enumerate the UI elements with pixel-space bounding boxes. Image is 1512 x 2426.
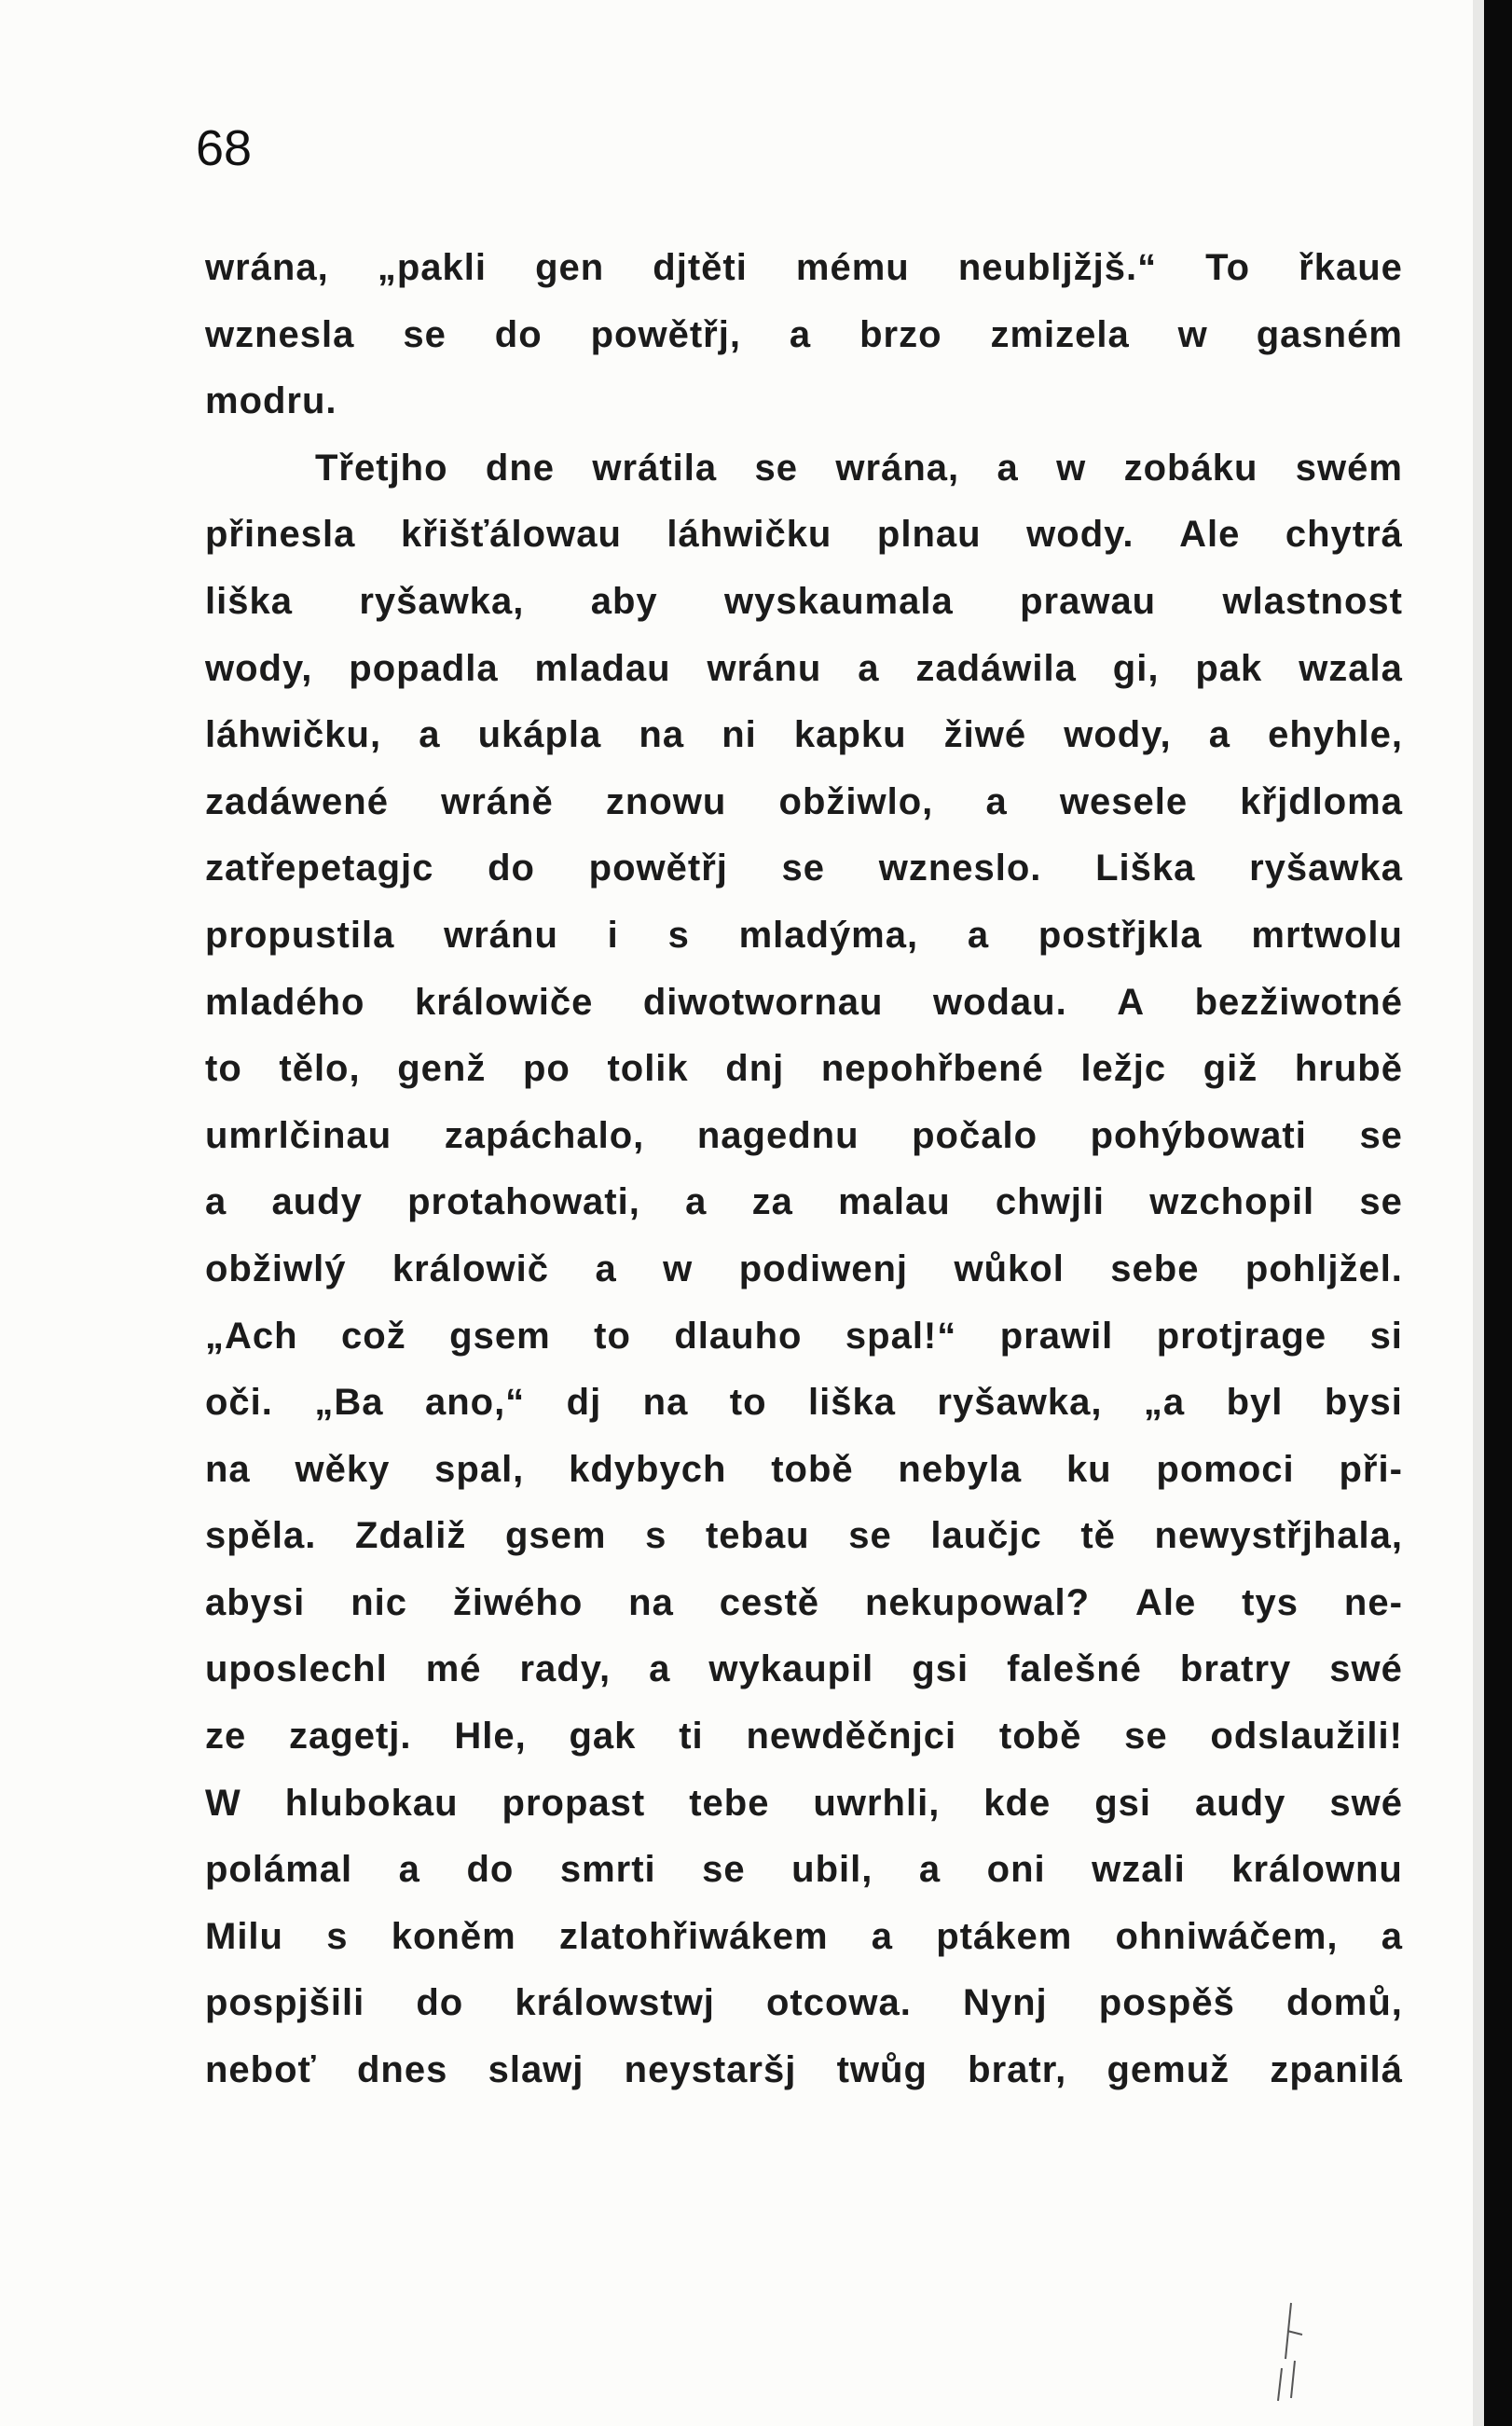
word: po bbox=[522, 1048, 570, 1090]
scan-border bbox=[1484, 0, 1512, 2426]
word: A bbox=[1117, 981, 1146, 1023]
word: tebe bbox=[689, 1782, 770, 1824]
text-line-content bbox=[205, 1970, 1403, 2037]
text-line-content bbox=[205, 1636, 1403, 1703]
text-line bbox=[205, 1437, 1403, 1504]
word: To bbox=[1205, 247, 1251, 288]
word: propustila bbox=[205, 914, 395, 956]
word: a bbox=[997, 447, 1019, 489]
text-line-content bbox=[315, 435, 1403, 503]
text-line-content bbox=[205, 235, 1403, 302]
word: pospěš bbox=[1098, 1982, 1235, 2024]
text-line-content bbox=[205, 1904, 1403, 1971]
word: na bbox=[628, 1581, 674, 1623]
word: ne- bbox=[1343, 1581, 1403, 1623]
text-line bbox=[205, 636, 1403, 703]
word: sebe bbox=[1110, 1247, 1200, 1289]
word: bratr, bbox=[968, 2049, 1067, 2091]
word: ležjc bbox=[1080, 1048, 1167, 1090]
word: ku bbox=[1065, 1448, 1112, 1490]
text-line-content bbox=[205, 302, 1403, 369]
word: swé bbox=[1329, 1648, 1403, 1690]
text-line bbox=[205, 2037, 1403, 2104]
word: gen bbox=[535, 247, 605, 288]
text-line bbox=[205, 368, 1403, 435]
word: diwotwornau bbox=[642, 981, 884, 1023]
word: zapáchalo, bbox=[444, 1114, 645, 1156]
word: mrtwolu bbox=[1251, 914, 1403, 956]
text-line bbox=[205, 1837, 1403, 1904]
text-line bbox=[205, 1303, 1403, 1371]
word: a bbox=[967, 914, 990, 956]
word: to bbox=[205, 1048, 242, 1090]
text-line bbox=[205, 835, 1403, 903]
word: wlastnost bbox=[1222, 580, 1403, 622]
word: a bbox=[685, 1181, 708, 1223]
word: se bbox=[1359, 1181, 1403, 1223]
word: uposlechl bbox=[205, 1648, 388, 1690]
word: bysi bbox=[1324, 1382, 1403, 1424]
word: liška bbox=[808, 1382, 896, 1424]
text-line-content bbox=[205, 1036, 1403, 1103]
word: s bbox=[645, 1515, 667, 1557]
word: wránu bbox=[707, 647, 822, 689]
word: genž bbox=[397, 1048, 487, 1090]
word: pohljžel. bbox=[1244, 1247, 1403, 1289]
text-line bbox=[205, 1904, 1403, 1971]
word: wzchopil bbox=[1149, 1181, 1315, 1223]
word: gi, bbox=[1112, 647, 1160, 689]
word: do bbox=[416, 1982, 464, 2024]
word: zadáwené bbox=[205, 780, 389, 822]
word: počalo bbox=[912, 1114, 1038, 1156]
text-line-content bbox=[205, 970, 1403, 1037]
word: do bbox=[494, 313, 543, 355]
word: giž bbox=[1203, 1048, 1258, 1090]
word: protjrage bbox=[1156, 1315, 1327, 1357]
word: mladau bbox=[534, 647, 671, 689]
word: otcowa. bbox=[765, 1982, 912, 2024]
word: hrubě bbox=[1294, 1048, 1403, 1090]
text-line bbox=[205, 769, 1403, 836]
word: chwjli bbox=[995, 1181, 1106, 1223]
text-line-content bbox=[205, 1503, 1403, 1570]
word: pohýbowati bbox=[1090, 1114, 1307, 1156]
word: si bbox=[1369, 1315, 1403, 1357]
word: Ale bbox=[1135, 1581, 1197, 1623]
word: obžiwlo, bbox=[778, 780, 934, 822]
word: zmizela bbox=[990, 313, 1130, 355]
word: se bbox=[1124, 1716, 1168, 1757]
word: laučjc bbox=[930, 1515, 1042, 1557]
word: wznesla bbox=[205, 313, 355, 355]
word: neboť bbox=[205, 2049, 317, 2091]
word: neubljžjš.“ bbox=[957, 247, 1158, 288]
word: wody. bbox=[1026, 514, 1134, 556]
word: na bbox=[205, 1448, 251, 1490]
text-line-content bbox=[205, 702, 1403, 769]
word: ehyhle, bbox=[1268, 714, 1403, 756]
word: bezžiwotné bbox=[1194, 981, 1403, 1023]
text-line bbox=[205, 1503, 1403, 1570]
word: w bbox=[663, 1247, 694, 1289]
word: Milu bbox=[205, 1915, 283, 1957]
text-line-content bbox=[205, 2037, 1403, 2104]
word: Hle, bbox=[454, 1716, 527, 1757]
word: se bbox=[754, 447, 799, 489]
word: smrti bbox=[559, 1849, 656, 1891]
word: gsi bbox=[912, 1648, 969, 1690]
word: tys bbox=[1242, 1581, 1299, 1623]
word: s bbox=[326, 1915, 349, 1957]
text-line bbox=[205, 569, 1403, 636]
word: mladého bbox=[205, 981, 365, 1023]
text-line-content bbox=[205, 1370, 1403, 1437]
text-line bbox=[205, 502, 1403, 569]
word: wzali bbox=[1092, 1849, 1186, 1891]
word: „pakli bbox=[377, 247, 487, 288]
word: odslaužili! bbox=[1210, 1716, 1403, 1757]
word: powětřj bbox=[588, 848, 728, 889]
word: swé bbox=[1329, 1782, 1403, 1824]
word: malau bbox=[838, 1181, 951, 1223]
page-number: 68 bbox=[196, 120, 253, 176]
text-line bbox=[205, 970, 1403, 1037]
word: wody, bbox=[1064, 714, 1172, 756]
word: králowič bbox=[392, 1247, 549, 1289]
word: spal!“ bbox=[845, 1315, 957, 1357]
word: ohniwáčem, bbox=[1115, 1915, 1339, 1957]
word: byl bbox=[1226, 1382, 1284, 1424]
word: což bbox=[341, 1315, 406, 1357]
word: znowu bbox=[605, 780, 727, 822]
text-line-content bbox=[205, 1103, 1403, 1170]
word: a bbox=[789, 313, 812, 355]
word: kde bbox=[983, 1782, 1052, 1824]
word: a bbox=[649, 1648, 671, 1690]
word: aby bbox=[590, 580, 658, 622]
word: zlatohřiwákem bbox=[558, 1915, 829, 1957]
word: newděčnjci bbox=[746, 1716, 957, 1757]
word: a bbox=[398, 1849, 420, 1891]
word: dlauho bbox=[674, 1315, 803, 1357]
word: ano,“ bbox=[424, 1382, 526, 1424]
word: propast bbox=[502, 1782, 646, 1824]
word: gak bbox=[569, 1716, 637, 1757]
word: neystaršj bbox=[624, 2049, 797, 2091]
word: přinesla bbox=[205, 514, 356, 556]
word: a bbox=[1381, 1915, 1403, 1957]
word: ni bbox=[722, 714, 757, 756]
word: wyskaumala bbox=[724, 580, 954, 622]
word: na bbox=[642, 1382, 689, 1424]
word: polámal bbox=[205, 1849, 353, 1891]
word: láhwičku, bbox=[205, 714, 382, 756]
word: králowiče bbox=[414, 981, 594, 1023]
word: podiwenj bbox=[738, 1247, 909, 1289]
text-line bbox=[205, 702, 1403, 769]
word: tebau bbox=[705, 1515, 810, 1557]
word: i bbox=[607, 914, 619, 956]
text-line-content bbox=[205, 1169, 1403, 1236]
word: audy bbox=[1195, 1782, 1286, 1824]
word: wykaupil bbox=[708, 1648, 874, 1690]
word: liška bbox=[205, 580, 293, 622]
word: láhwičku bbox=[667, 514, 832, 556]
word: a bbox=[871, 1915, 894, 1957]
text-line-content: modru. bbox=[205, 380, 337, 422]
word: wránu bbox=[444, 914, 558, 956]
word: Ale bbox=[1179, 514, 1241, 556]
word: se bbox=[702, 1849, 746, 1891]
word: králownu bbox=[1231, 1849, 1403, 1891]
word: zpanilá bbox=[1270, 2049, 1403, 2091]
word: při- bbox=[1339, 1448, 1403, 1490]
word: wrátila bbox=[592, 447, 718, 489]
word: křišťálowau bbox=[400, 514, 622, 556]
text-line-content bbox=[205, 502, 1403, 569]
text-line bbox=[205, 903, 1403, 970]
text-line bbox=[205, 1636, 1403, 1703]
word: powětřj, bbox=[590, 313, 741, 355]
text-line bbox=[205, 1771, 1403, 1838]
word: zadáwila bbox=[915, 647, 1077, 689]
word: tobě bbox=[771, 1448, 854, 1490]
word: gemuž bbox=[1107, 2049, 1230, 2091]
word: Zdaliž bbox=[355, 1515, 467, 1557]
word: dnes bbox=[356, 2049, 448, 2091]
word: pospjšili bbox=[205, 1982, 365, 2024]
word: dne bbox=[485, 447, 556, 489]
word: a bbox=[918, 1849, 942, 1891]
word: a bbox=[205, 1181, 227, 1223]
word: Liška bbox=[1095, 848, 1196, 889]
page-edge-shadow bbox=[1473, 0, 1484, 2426]
word: wráně bbox=[441, 780, 554, 822]
word: a bbox=[595, 1247, 617, 1289]
text-line bbox=[205, 1169, 1403, 1236]
word: ti bbox=[679, 1716, 704, 1757]
word: wesele bbox=[1059, 780, 1189, 822]
word: slawj bbox=[488, 2049, 584, 2091]
word: a bbox=[1208, 714, 1230, 756]
word: tě bbox=[1080, 1515, 1116, 1557]
word: umrlčinau bbox=[205, 1114, 392, 1156]
word: kdybych bbox=[569, 1448, 727, 1490]
word: na bbox=[639, 714, 685, 756]
text-line-content bbox=[205, 1437, 1403, 1504]
word: audy bbox=[271, 1181, 363, 1223]
word: Nynj bbox=[962, 1982, 1048, 2024]
word: „Ba bbox=[314, 1382, 384, 1424]
word: chytrá bbox=[1285, 514, 1403, 556]
word: dj bbox=[566, 1382, 602, 1424]
word: žiwé bbox=[943, 714, 1027, 756]
word: wrána, bbox=[205, 247, 329, 288]
text-line-content bbox=[205, 1771, 1403, 1838]
word: králowstwj bbox=[515, 1982, 715, 2024]
text-line bbox=[205, 1103, 1403, 1170]
word: rady, bbox=[519, 1648, 612, 1690]
word: zobáku bbox=[1123, 447, 1258, 489]
word: ryšawka, bbox=[937, 1382, 1103, 1424]
word: gsi bbox=[1094, 1782, 1152, 1824]
word: nepohřbené bbox=[820, 1048, 1044, 1090]
word: brzo bbox=[859, 313, 942, 355]
word: to bbox=[594, 1315, 631, 1357]
word: se bbox=[781, 848, 826, 889]
word: „a bbox=[1143, 1382, 1186, 1424]
word: se bbox=[403, 313, 447, 355]
text-line bbox=[205, 1970, 1403, 2037]
word: wzala bbox=[1299, 647, 1403, 689]
word: prawil bbox=[999, 1315, 1114, 1357]
word: uwrhli, bbox=[813, 1782, 941, 1824]
text-line bbox=[205, 302, 1403, 369]
word: mladýma, bbox=[738, 914, 919, 956]
word: djtěti bbox=[653, 247, 748, 288]
word: wěky bbox=[295, 1448, 391, 1490]
word: pak bbox=[1195, 647, 1263, 689]
word: tělo, bbox=[279, 1048, 361, 1090]
word: ryšawka bbox=[1249, 848, 1403, 889]
word: tolik bbox=[607, 1048, 689, 1090]
word: ukápla bbox=[477, 714, 602, 756]
text-line-content bbox=[205, 769, 1403, 836]
word: a bbox=[419, 714, 441, 756]
text-line-content bbox=[205, 569, 1403, 636]
word: „Ach bbox=[205, 1315, 298, 1357]
word: newystřjhala, bbox=[1154, 1515, 1403, 1557]
word: nagednu bbox=[696, 1114, 859, 1156]
text-line bbox=[205, 1703, 1403, 1771]
word: a bbox=[985, 780, 1008, 822]
text-line-content bbox=[205, 636, 1403, 703]
word: popadla bbox=[349, 647, 499, 689]
word: se bbox=[1359, 1114, 1403, 1156]
word: prawau bbox=[1020, 580, 1157, 622]
word: ubil, bbox=[791, 1849, 873, 1891]
word: falešné bbox=[1007, 1648, 1142, 1690]
word: koněm bbox=[391, 1915, 516, 1957]
word: mému bbox=[795, 247, 910, 288]
text-line-content bbox=[205, 1837, 1403, 1904]
word: nekupowal? bbox=[864, 1581, 1091, 1623]
word: řkaue bbox=[1299, 247, 1403, 288]
word: abysi bbox=[205, 1581, 306, 1623]
text-line bbox=[205, 1036, 1403, 1103]
word: mé bbox=[425, 1648, 482, 1690]
word: obžiwlý bbox=[205, 1247, 347, 1289]
word: wrána, bbox=[835, 447, 960, 489]
word: s bbox=[667, 914, 690, 956]
word: tobě bbox=[998, 1716, 1082, 1757]
word: a bbox=[858, 647, 880, 689]
word: Třetjho bbox=[315, 447, 448, 489]
word: za bbox=[751, 1181, 793, 1223]
word: wzneslo. bbox=[878, 848, 1042, 889]
word: gasném bbox=[1256, 313, 1403, 355]
word: bratry bbox=[1179, 1648, 1292, 1690]
text-line-content bbox=[205, 1303, 1403, 1371]
word: ze bbox=[205, 1716, 247, 1757]
word: zagetj. bbox=[289, 1716, 412, 1757]
word: to bbox=[729, 1382, 767, 1424]
text-line-content bbox=[205, 835, 1403, 903]
word: W bbox=[205, 1782, 241, 1824]
word: twůg bbox=[836, 2049, 928, 2091]
word: protahowati, bbox=[407, 1181, 640, 1223]
word: plnau bbox=[876, 514, 982, 556]
word: dnj bbox=[725, 1048, 785, 1090]
text-line-content bbox=[205, 1570, 1403, 1637]
word: postřjkla bbox=[1038, 914, 1203, 956]
text-line bbox=[205, 435, 1403, 503]
word: zatřepetagjc bbox=[205, 848, 434, 889]
word: hlubokau bbox=[284, 1782, 459, 1824]
word: kapku bbox=[793, 714, 907, 756]
text-line-content bbox=[205, 1236, 1403, 1303]
text-line-content bbox=[205, 903, 1403, 970]
word: pomoci bbox=[1156, 1448, 1295, 1490]
word: cestě bbox=[719, 1581, 820, 1623]
text-line bbox=[205, 1370, 1403, 1437]
word: žiwého bbox=[452, 1581, 584, 1623]
word: ryšawka, bbox=[359, 580, 525, 622]
word: swém bbox=[1295, 447, 1403, 489]
word: nic bbox=[351, 1581, 407, 1623]
word: wůkol bbox=[954, 1247, 1065, 1289]
word: spal, bbox=[434, 1448, 525, 1490]
word: wodau. bbox=[932, 981, 1067, 1023]
word: oni bbox=[986, 1849, 1046, 1891]
text-line bbox=[205, 235, 1403, 302]
word: oči. bbox=[205, 1382, 273, 1424]
word: do bbox=[488, 848, 535, 889]
text-line bbox=[205, 1236, 1403, 1303]
text-line bbox=[205, 1570, 1403, 1637]
ink-mark bbox=[1254, 2294, 1328, 2405]
word: křjdloma bbox=[1240, 780, 1403, 822]
word: gsem bbox=[449, 1315, 551, 1357]
word: w bbox=[1056, 447, 1087, 489]
word: domů, bbox=[1285, 1982, 1403, 2024]
word: do bbox=[466, 1849, 515, 1891]
word: wody, bbox=[205, 647, 313, 689]
word: w bbox=[1177, 313, 1208, 355]
word: spěla. bbox=[205, 1515, 317, 1557]
word: se bbox=[848, 1515, 892, 1557]
body-text bbox=[205, 235, 1403, 2104]
word: gsem bbox=[504, 1515, 607, 1557]
word: nebyla bbox=[898, 1448, 1023, 1490]
word: ptákem bbox=[936, 1915, 1073, 1957]
text-line-content bbox=[205, 1703, 1403, 1771]
